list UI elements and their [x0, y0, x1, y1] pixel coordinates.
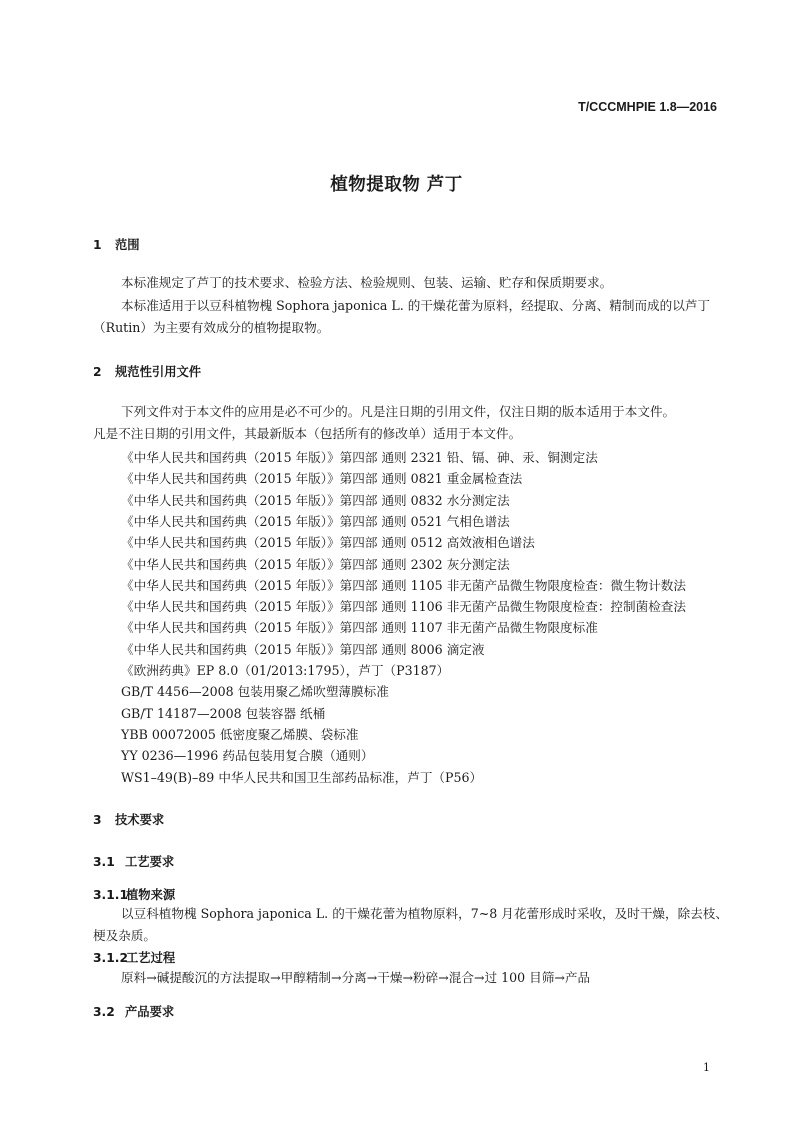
- section-number: 3.1.2: [93, 951, 129, 965]
- section-title: 产品要求: [125, 1005, 175, 1019]
- reference-item: 《中华人民共和国药典（2015 年版）》第四部 通则 2302 灰分测定法: [121, 556, 510, 572]
- section-2-heading: [93, 362, 201, 380]
- scope-paragraph-2-line-2: （Rutin）为主要有效成分的植物提取物。: [93, 320, 330, 335]
- reference-item: 《中华人民共和国药典（2015 年版）》第四部 通则 1106 非无菌产品微生物限度检查：控制菌检查法: [121, 599, 686, 615]
- reference-item: 《中华人民共和国药典（2015 年版）》第四部 通则 2321 铅、镉、砷、汞、铜测定法: [121, 450, 598, 465]
- section-number: 3.1: [93, 855, 115, 869]
- section-number: 1: [93, 238, 102, 252]
- reference-item: 《中华人民共和国药典（2015 年版）》第四部 通则 0821 重金属检查法: [121, 471, 523, 487]
- plant-source-line-1: 以豆科植物槐 Sophora japonica L. 的干燥花蕾为植物原料，7~8 月花蕾形成时采收，及时干燥，除去枝、: [121, 906, 728, 921]
- references-intro-line-2: 凡是不注日期的引用文件，其最新版本（包括所有的修改单）适用于本文件。: [93, 426, 522, 441]
- reference-item: GB/T 4456—2008 包装用聚乙烯吹塑薄膜标准: [121, 684, 389, 700]
- section-3-1-1-heading: [93, 885, 175, 903]
- section-title: 工艺过程: [126, 951, 176, 965]
- section-1-heading: [93, 235, 140, 253]
- plant-source-line-2: 梗及杂质。: [93, 928, 156, 943]
- references-intro-line-1: 下列文件对于本文件的应用是必不可少的。凡是注日期的引用文件，仅注日期的版本适用于本文件。: [121, 404, 676, 419]
- reference-item: YBB 00072005 低密度聚乙烯膜、袋标准: [121, 726, 359, 742]
- reference-item: 《中华人民共和国药典（2015 年版）》第四部 通则 0512 高效液相色谱法: [121, 535, 535, 551]
- process-flow-line: 原料→碱提酸沉的方法提取→甲醇精制→分离→干燥→粉碎→混合→过 100 目筛→产品: [121, 970, 591, 985]
- section-number: 3: [93, 813, 102, 827]
- scope-paragraph-2-line-1: 本标准适用于以豆科植物槐 Sophora japonica L. 的干燥花蕾为原料，经提取、分离、精制而成的以芦丁: [121, 298, 711, 313]
- section-3-2-heading: [93, 1002, 174, 1020]
- section-title: 规范性引用文件: [115, 365, 202, 379]
- section-number: 2: [93, 365, 102, 379]
- reference-item: 《中华人民共和国药典（2015 年版）》第四部 通则 1105 非无菌产品微生物限度检查：微生物计数法: [121, 577, 686, 593]
- section-title: 工艺要求: [125, 855, 175, 869]
- reference-item: WS1–49(B)–89 中华人民共和国卫生部药品标准，芦丁（P56）: [121, 769, 483, 785]
- reference-item: 《中华人民共和国药典（2015 年版）》第四部 通则 0521 气相色谱法: [121, 513, 510, 529]
- section-3-1-2-heading: [93, 948, 175, 966]
- section-3-heading: [93, 810, 164, 828]
- page-number: 1: [703, 1061, 710, 1074]
- section-number: 3.1.1: [93, 888, 129, 902]
- section-title: 范围: [115, 238, 140, 252]
- scope-paragraph-1: 本标准规定了芦丁的技术要求、检验方法、检验规则、包装、运输、贮存和保质期要求。: [121, 275, 613, 290]
- document-title: 植物提取物 芦丁: [330, 175, 463, 195]
- section-3-1-heading: [93, 852, 174, 870]
- standard-code: T/CCCMHPIE 1.8—2016: [578, 100, 717, 114]
- section-title: 植物来源: [126, 888, 176, 902]
- section-number: 3.2: [93, 1005, 115, 1019]
- reference-item: 《中华人民共和国药典（2015 年版）》第四部 通则 0832 水分测定法: [121, 492, 510, 508]
- reference-item: YY 0236—1996 药品包装用复合膜（通则）: [121, 748, 374, 764]
- reference-item: 《中华人民共和国药典（2015 年版）》第四部 通则 8006 滴定液: [121, 641, 485, 657]
- reference-item: 《欧洲药典》EP 8.0（01/2013:1795），芦丁（P3187）: [121, 663, 450, 678]
- reference-item: GB/T 14187—2008 包装容器 纸桶: [121, 705, 326, 721]
- section-title: 技术要求: [115, 813, 165, 827]
- reference-item: 《中华人民共和国药典（2015 年版）》第四部 通则 1107 非无菌产品微生物限度标准: [121, 620, 598, 636]
